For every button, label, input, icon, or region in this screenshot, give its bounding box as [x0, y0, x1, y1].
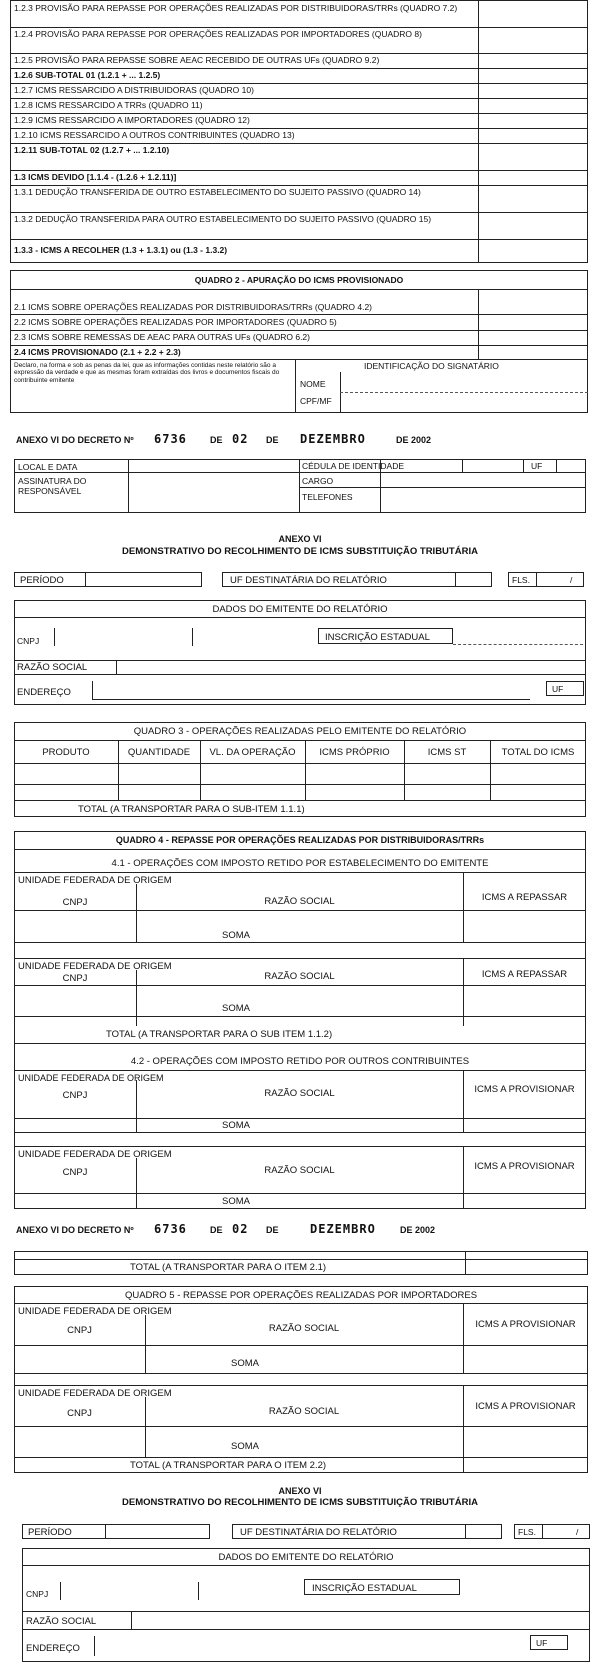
row-divider [10, 314, 588, 315]
uf-dest-divider [465, 1524, 466, 1539]
row-divider [10, 170, 588, 171]
icms-provisionar-label: ICMS A PROVISIONAR [474, 1161, 575, 1172]
quadro2-title: QUADRO 2 - APURAÇÃO DO ICMS PROVISIONADO [194, 275, 404, 285]
fls-divider [536, 572, 537, 587]
endereco-label: ENDEREÇO [17, 687, 71, 698]
telefones-label: TELEFONES [302, 492, 353, 502]
row-divider [10, 128, 588, 129]
col-icms-st: ICMS ST [427, 747, 467, 758]
cnpj-col-label: CNPJ [62, 973, 88, 984]
sig-row-1 [14, 472, 586, 473]
item-2-4-label: 2.4 ICMS PROVISIONADO (2.1 + 2.2 + 2.3) [14, 347, 181, 357]
q4-line [14, 942, 586, 943]
q5-line [14, 1303, 588, 1304]
razao-line [14, 660, 586, 661]
ie-label: INSCRIÇÃO ESTADUAL [325, 632, 430, 643]
razao-col-label: RAZÃO SOCIAL [264, 1088, 335, 1099]
fls-label: FLS. [512, 575, 530, 585]
icms-repassar-label: ICMS A REPASSAR [481, 892, 568, 903]
uf-origem-label: UNIDADE FEDERADA DE ORIGEM [18, 1073, 164, 1083]
sig-divider-4 [462, 459, 463, 472]
annex-subtitle: DEMONSTRATIVO DO RECOLHIMENTO DE ICMS SUBSTITUIÇÃO TRIBUTÁRIA [122, 1497, 478, 1508]
q4-line [14, 1043, 586, 1044]
col-total-icms: TOTAL DO ICMS [501, 747, 575, 758]
cnpj-end [198, 1582, 199, 1600]
item-1-3-label: 1.3 ICMS DEVIDO [1.1.4 - (1.2.6 + 1.2.11)] [14, 172, 177, 182]
razao-divider [131, 1611, 132, 1629]
q5-line [14, 1426, 588, 1427]
uf-origem-label: UNIDADE FEDERADA DE ORIGEM [18, 1149, 172, 1160]
cnpj-col-label: CNPJ [67, 1325, 92, 1336]
decree-de1: DE [210, 1225, 223, 1235]
row-divider [10, 27, 588, 28]
row-divider [10, 330, 588, 331]
cedula-label: CÉDULA DE IDENTIDADE [302, 461, 405, 471]
sig-divider-6 [556, 459, 557, 472]
endereco-divider [94, 1636, 95, 1656]
cpf-label: CPF/MF [300, 396, 332, 406]
item-1-2-8-label: 1.2.8 ICMS RESSARCIDO A TRRs (QUADRO 11) [14, 100, 203, 110]
annex-title: ANEXO VI [278, 1486, 322, 1496]
item-1-3-2-label: 1.3.2 DEDUÇÃO TRANSFERIDA PARA OUTRO ESTABELECIMENTO DO SUJEITO PASSIVO (QUADRO 15) [14, 214, 432, 224]
q4t-line [14, 1259, 588, 1260]
quadro3-row-line [14, 784, 586, 785]
row-divider [10, 345, 588, 346]
q5-col-icms [463, 1303, 464, 1373]
q4-line [14, 1016, 586, 1017]
q4-line [14, 985, 586, 986]
razao-col-label: RAZÃO SOCIAL [264, 971, 335, 982]
emitente-title: DADOS DO EMITENTE DO RELATÓRIO [212, 604, 388, 615]
decree-month: DEZEMBRO [310, 1222, 376, 1236]
uf-dest-label: UF DESTINATÁRIA DO RELATÓRIO [240, 1527, 397, 1538]
sig-divider-1 [128, 459, 129, 513]
col-produto: PRODUTO [42, 747, 90, 758]
item-2-1-label: 2.1 ICMS SOBRE OPERAÇÕES REALIZADAS POR DISTRIBUIDORAS/TRRs (QUADRO 4.2) [14, 302, 373, 312]
decree-number: 6736 [154, 1222, 187, 1236]
decree-de2: DE [266, 1225, 279, 1235]
cnpj-label: CNPJ [17, 636, 40, 646]
quadro5-total: TOTAL (A TRANSPORTAR PARA O ITEM 2.2) [130, 1460, 327, 1471]
row-divider [10, 68, 588, 69]
sig-divider-5 [523, 459, 524, 472]
icms-repassar-label: ICMS A REPASSAR [481, 969, 568, 980]
periodo-label: PERÍODO [20, 575, 64, 586]
q4-line [14, 1118, 586, 1119]
item-1-2-3-label: 1.2.3 PROVISÃO PARA REPASSE POR OPERAÇÕES REALIZADAS POR DISTRIBUIDORAS/TRRs (QUADRO 7.2) [14, 3, 458, 13]
annex-title: ANEXO VI [278, 534, 322, 544]
quadro1-value-column-divider [478, 0, 479, 263]
q5-line [14, 1373, 588, 1374]
row-divider [10, 83, 588, 84]
q5-line [14, 1345, 588, 1346]
sig-row-2 [299, 487, 586, 488]
q4-col-icms [463, 872, 464, 942]
q5-line [14, 1385, 588, 1386]
soma-label: SOMA [222, 1003, 250, 1014]
ie-line [453, 644, 583, 645]
nome-line [340, 392, 588, 393]
icms-provisionar-label: ICMS A PROVISIONAR [474, 1084, 575, 1095]
item-1-2-4-label: 1.2.4 PROVISÃO PARA REPASSE POR OPERAÇÕES REALIZADAS POR IMPORTADORES (QUADRO 8) [14, 29, 422, 39]
q4-col-icms [463, 1070, 464, 1132]
razao-bottom [22, 1629, 590, 1630]
razao-bottom [14, 674, 586, 675]
razao-col-label: RAZÃO SOCIAL [268, 1323, 340, 1334]
decree-year: DE 2002 [400, 1225, 436, 1235]
signatory-divider [295, 359, 296, 413]
item-1-2-9-label: 1.2.9 ICMS RESSARCIDO A IMPORTADORES (QUADRO 12) [14, 115, 250, 125]
col-quantidade: QUANTIDADE [127, 747, 191, 758]
q4t-divider [465, 1251, 466, 1275]
cnpj-divider [60, 1582, 61, 1600]
decree-month: DEZEMBRO [300, 432, 366, 446]
fls-slash: / [576, 1527, 579, 1537]
signatory-title: IDENTIFICAÇÃO DO SIGNATÁRIO [364, 361, 499, 371]
quadro3-title: QUADRO 3 - OPERAÇÕES REALIZADAS PELO EMITENTE DO RELATÓRIO [133, 726, 467, 737]
quadro3-header-line [14, 763, 586, 764]
endereco-line [92, 699, 530, 700]
cnpj-end [192, 628, 193, 646]
local-data-label: LOCAL E DATA [18, 462, 78, 472]
cnpj-col-label: CNPJ [62, 897, 88, 908]
uf-label: UF [536, 1638, 548, 1648]
soma-label: SOMA [231, 1441, 259, 1452]
cnpj-label: CNPJ [26, 1589, 49, 1599]
quadro4-total1: TOTAL (A TRANSPORTAR PARA O SUB ITEM 1.1.2) [106, 1029, 333, 1040]
q4-line [14, 1070, 586, 1071]
q4-line [14, 1132, 586, 1133]
quadro3-title-line [14, 740, 586, 741]
q4-line [14, 910, 586, 911]
item-1-2-5-label: 1.2.5 PROVISÃO PARA REPASSE SOBRE AEAC RECEBIDO DE OUTRAS UFs (QUADRO 9.2) [14, 55, 380, 65]
item-1-2-6-label: 1.2.6 SUB-TOTAL 01 (1.2.1 + ... 1.2.5) [14, 70, 161, 80]
cargo-label: CARGO [302, 476, 334, 486]
quadro3-row-line [14, 800, 586, 801]
quadro4-title-line [14, 849, 586, 850]
item-1-3-1-label: 1.3.1 DEDUÇÃO TRANSFERIDA DE OUTRO ESTABELECIMENTO DO SUJEITO PASSIVO (QUADRO 14) [14, 187, 421, 197]
soma-label: SOMA [222, 930, 250, 941]
row-divider [10, 185, 588, 186]
item-1-2-7-label: 1.2.7 ICMS RESSARCIDO A DISTRIBUIDORAS (QUADRO 10) [14, 85, 254, 95]
razao-label: RAZÃO SOCIAL [26, 1616, 97, 1627]
q5-col-icms [463, 1385, 464, 1473]
icms-provisionar-label: ICMS A PROVISIONAR [475, 1401, 576, 1412]
endereco-label: ENDEREÇO [26, 1643, 80, 1654]
uf-origem-label: UNIDADE FEDERADA DE ORIGEM [18, 1306, 172, 1317]
cnpj-col-label: CNPJ [62, 1090, 88, 1101]
q4-col-icms [463, 1146, 464, 1208]
soma-label: SOMA [231, 1358, 259, 1369]
endereco-divider [92, 681, 93, 699]
row-divider [10, 212, 588, 213]
decree-de1: DE [210, 435, 223, 445]
uf-origem-label: UNIDADE FEDERADA DE ORIGEM [18, 1388, 172, 1399]
sig-divider-2 [299, 459, 300, 513]
declaration-text: Declaro, na forma e sob as penas da lei, que as informações contidas neste relatório são a expressão da verdade e que as mesmas foram extraídas dos livros e documentos fiscais do contribuinte emitente [14, 362, 280, 384]
row-divider [10, 143, 588, 144]
col-vl-operacao: VL. DA OPERAÇÃO [209, 747, 296, 758]
emitente-title: DADOS DO EMITENTE DO RELATÓRIO [218, 1552, 394, 1563]
razao-line [22, 1611, 590, 1612]
annex-subtitle: DEMONSTRATIVO DO RECOLHIMENTO DE ICMS SUBSTITUIÇÃO TRIBUTÁRIA [122, 546, 478, 557]
q4-line [14, 1146, 586, 1147]
row-divider [10, 359, 588, 360]
quadro3-total: TOTAL (A TRANSPORTAR PARA O SUB-ITEM 1.1.1) [78, 804, 305, 815]
decree-prefix: ANEXO VI DO DECRETO Nº [16, 435, 134, 445]
row-divider [10, 113, 588, 114]
quadro4-total2: TOTAL (A TRANSPORTAR PARA O ITEM 2.1) [130, 1262, 327, 1273]
cnpj-divider [54, 628, 55, 646]
razao-label: RAZÃO SOCIAL [17, 662, 88, 673]
icms-provisionar-label: ICMS A PROVISIONAR [475, 1319, 576, 1330]
row-divider [10, 98, 588, 99]
quadro5-title: QUADRO 5 - REPASSE POR OPERAÇÕES REALIZADAS POR IMPORTADORES [124, 1290, 478, 1301]
col-icms-proprio: ICMS PRÓPRIO [319, 747, 390, 758]
uf-label: UF [552, 684, 564, 694]
razao-col-label: RAZÃO SOCIAL [264, 1165, 335, 1176]
row-divider [10, 239, 588, 240]
emitente-box [14, 600, 586, 705]
item-2-2-label: 2.2 ICMS SOBRE OPERAÇÕES REALIZADAS POR IMPORTADORES (QUADRO 5) [14, 317, 337, 327]
emitente-title-line [14, 617, 586, 618]
periodo-label: PERÍODO [28, 1527, 72, 1538]
quadro4-sub2: 4.2 - OPERAÇÕES COM IMPOSTO RETIDO POR OUTROS CONTRIBUINTES [130, 1056, 470, 1067]
uf-origem-label: UNIDADE FEDERADA DE ORIGEM [18, 875, 172, 886]
soma-label: SOMA [222, 1120, 250, 1131]
cnpj-col-label: CNPJ [62, 1167, 88, 1178]
razao-divider [116, 660, 117, 674]
quadro4-sub1: 4.1 - OPERAÇÕES COM IMPOSTO RETIDO POR ESTABELECIMENTO DO EMITENTE [111, 858, 489, 869]
cnpj-col-label: CNPJ [67, 1408, 92, 1419]
decree-day: 02 [232, 432, 249, 446]
item-2-3-label: 2.3 ICMS SOBRE REMESSAS DE AEAC PARA OUTRAS UFs (QUADRO 6.2) [14, 332, 310, 342]
decree-year: DE 2002 [396, 435, 432, 445]
fls-label: FLS. [518, 1527, 536, 1537]
soma-label: SOMA [222, 1196, 250, 1207]
row-divider [10, 289, 588, 290]
nome-label: NOME [300, 379, 326, 389]
decree-prefix: ANEXO VI DO DECRETO Nº [16, 1225, 134, 1235]
periodo-divider [105, 1524, 106, 1539]
item-1-2-11-label: 1.2.11 SUB-TOTAL 02 (1.2.7 + ... 1.2.10) [14, 145, 170, 155]
q4-line [14, 872, 586, 873]
fls-divider [542, 1524, 543, 1539]
uf-origem-label: UNIDADE FEDERADA DE ORIGEM [18, 961, 172, 972]
q5-line [14, 1457, 588, 1458]
decree-number: 6736 [154, 432, 187, 446]
assinatura-label: ASSINATURA DO RESPONSÁVEL [18, 476, 87, 496]
uf-label: UF [531, 461, 543, 471]
periodo-divider [85, 572, 86, 587]
decree-day: 02 [232, 1222, 249, 1236]
decree-de2: DE [266, 435, 279, 445]
razao-col-label: RAZÃO SOCIAL [264, 896, 335, 907]
fls-slash: / [570, 575, 573, 585]
item-1-2-10-label: 1.2.10 ICMS RESSARCIDO A OUTROS CONTRIBUINTES (QUADRO 13) [14, 130, 295, 140]
row-divider [10, 53, 588, 54]
razao-col-label: RAZÃO SOCIAL [268, 1406, 340, 1417]
uf-dest-label: UF DESTINATÁRIA DO RELATÓRIO [230, 575, 387, 586]
quadro2-value-divider [478, 289, 479, 359]
ie-label: INSCRIÇÃO ESTADUAL [312, 1583, 417, 1594]
q4-line [14, 1193, 586, 1194]
item-1-3-3-label: 1.3.3 - ICMS A RECOLHER (1.3 + 1.3.1) ou (1.3 - 1.3.2) [14, 245, 228, 255]
uf-dest-divider [455, 572, 456, 587]
emitente-title-line [22, 1565, 590, 1566]
quadro4-title: QUADRO 4 - REPASSE POR OPERAÇÕES REALIZADAS POR DISTRIBUIDORAS/TRRs [115, 835, 485, 845]
q4-line [14, 958, 586, 959]
